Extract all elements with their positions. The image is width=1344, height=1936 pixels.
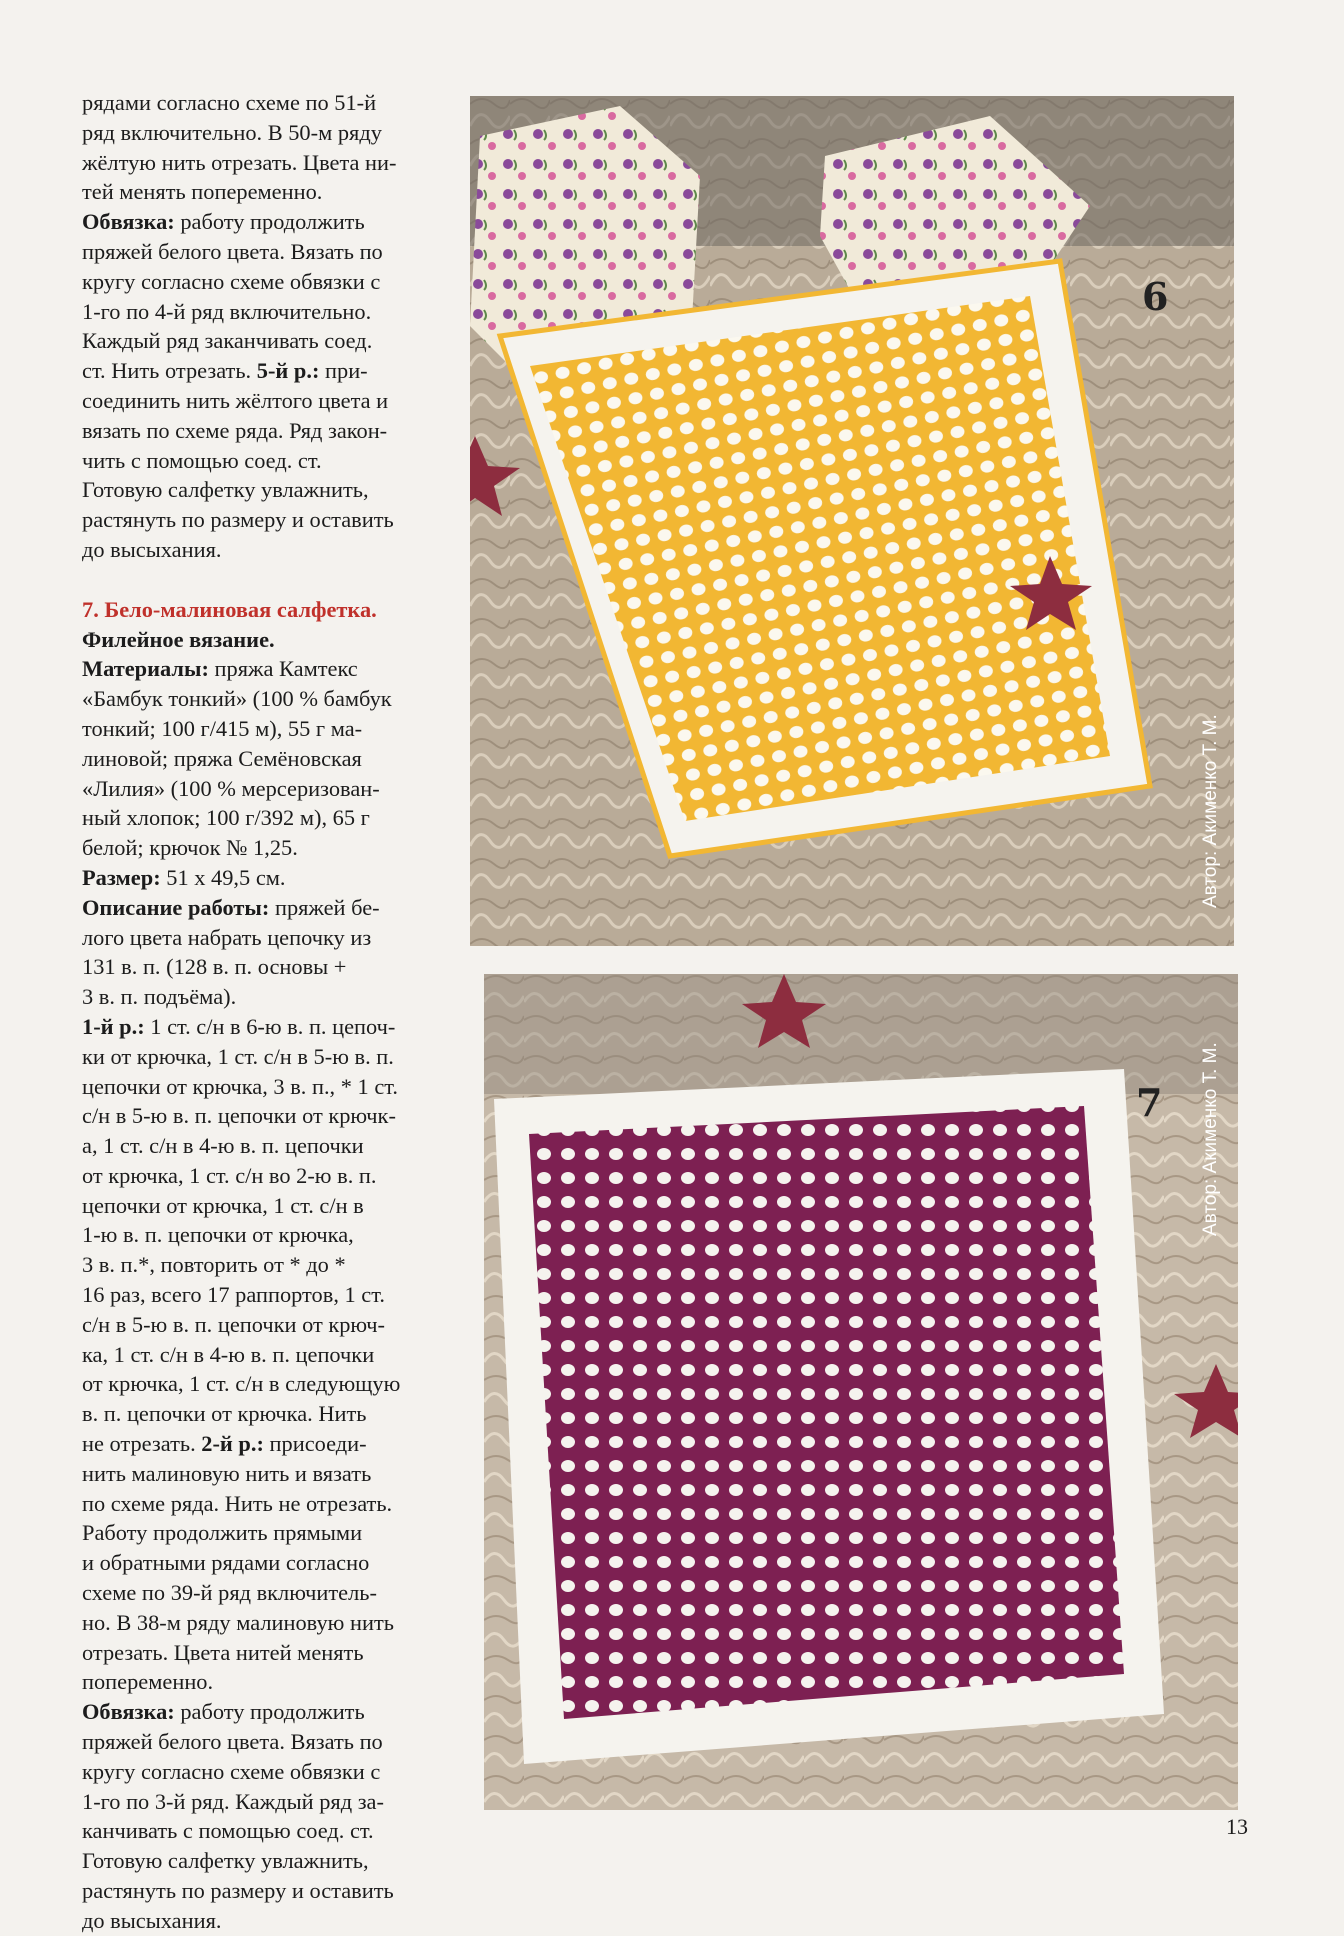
- text-line: Каждый ряд заканчивать соед.: [82, 328, 373, 354]
- text-line: [82, 207, 462, 237]
- text-span: 1 ст. с/н в 6-ю в. п. цепоч-: [144, 1013, 396, 1039]
- edging-label: Обвязка:: [82, 209, 175, 235]
- materials-label: Материалы:: [82, 656, 209, 682]
- text-line: до высыхания.: [82, 536, 222, 562]
- text-span: ст. Нить отрезать.: [82, 358, 257, 384]
- text-line: ный хлопок; 100 г/392 м), 65 г: [82, 805, 370, 831]
- paragraph-gap: [82, 565, 462, 595]
- text-line: пряжей белого цвета. Вязать по: [82, 1729, 383, 1755]
- text-line: от крючка, 1 ст. с/н во 2-ю в. п.: [82, 1162, 377, 1188]
- text-line: лого цвета набрать цепочку из: [82, 924, 372, 950]
- text-line: линовой; пряжа Семёновская: [82, 745, 362, 771]
- text-line: до высыхания.: [82, 1907, 222, 1933]
- text-line: [82, 893, 462, 923]
- text-line: Готовую салфетку увлажнить,: [82, 477, 369, 503]
- text-line: нить малиновую нить и вязать: [82, 1460, 372, 1486]
- text-line: белой; крючок № 1,25.: [82, 835, 298, 861]
- description-label: Описание работы:: [82, 894, 270, 920]
- text-column: [82, 88, 462, 1936]
- text-span: при-: [319, 358, 368, 384]
- text-line: 16 раз, всего 17 раппортов, 1 ст.: [82, 1282, 385, 1308]
- text-line: с/н в 5-ю в. п. цепочки от крючк-: [82, 1103, 396, 1129]
- text-line: цепочки от крючка, 1 ст. с/н в: [82, 1192, 364, 1218]
- text-line: от крючка, 1 ст. с/н в следующую: [82, 1371, 401, 1397]
- text-line: ка, 1 ст. с/н в 4-ю в. п. цепочки: [82, 1341, 375, 1367]
- text-line: [82, 1697, 462, 1727]
- text-line: [82, 863, 462, 893]
- text-line: схеме по 39-й ряд включитель-: [82, 1580, 377, 1606]
- text-line: [82, 1429, 462, 1459]
- text-line: ряд включительно. В 50-м ряду: [82, 119, 382, 145]
- photo-credit: Автор: Акименко Т. М.: [1200, 1042, 1221, 1236]
- text-line: кругу согласно схеме обвязки с: [82, 1758, 381, 1784]
- text-line: канчивать с помощью соед. ст.: [82, 1818, 374, 1844]
- text-line: [82, 654, 462, 684]
- text-line: ки от крючка, 1 ст. с/н в 5-ю в. п.: [82, 1043, 394, 1069]
- text-line: в. п. цепочки от крючка. Нить: [82, 1401, 367, 1427]
- text-line: отрезать. Цвета нитей менять: [82, 1639, 364, 1665]
- text-line: кругу согласно схеме обвязки с: [82, 268, 381, 294]
- text-line: 131 в. п. (128 в. п. основы +: [82, 954, 347, 980]
- size-label: Размер:: [82, 864, 161, 890]
- text-line: соединить нить жёлтого цвета и: [82, 387, 389, 413]
- text-span: работу продолжить: [174, 1699, 365, 1725]
- photo-number: 7: [1136, 1080, 1163, 1125]
- text-line: 3 в. п. подъёма).: [82, 984, 237, 1010]
- text-line: Работу продолжить прямыми: [82, 1520, 363, 1546]
- row-label: 2-й р.:: [201, 1431, 264, 1457]
- page-number: 13: [1226, 1814, 1248, 1839]
- text-line: вязать по схеме ряда. Ряд закон-: [82, 417, 388, 443]
- yellow-napkin-illustration: [470, 96, 1234, 946]
- text-line: тей менять попеременно.: [82, 179, 323, 205]
- row-label: 5-й р.:: [256, 358, 320, 384]
- text-line: [82, 1012, 462, 1042]
- photo-yellow-napkin: [470, 96, 1234, 946]
- text-span: не отрезать.: [82, 1431, 202, 1457]
- text-line: растянуть по размеру и оставить: [82, 507, 394, 533]
- text-line: жёлтую нить отрезать. Цвета ни-: [82, 149, 397, 175]
- text-line: но. В 38-м ряду малиновую нить: [82, 1609, 394, 1635]
- edging-label: Обвязка:: [82, 1699, 175, 1725]
- crimson-napkin-illustration: [484, 974, 1238, 1810]
- text-line: цепочки от крючка, 3 в. п., * 1 ст.: [82, 1073, 398, 1099]
- text-line: 1-го по 3-й ряд. Каждый ряд за-: [82, 1788, 384, 1814]
- text-span: пряжа Камтекс: [208, 656, 358, 682]
- text-line: пряжей белого цвета. Вязать по: [82, 238, 383, 264]
- text-line: «Лилия» (100 % мерсеризован-: [82, 775, 380, 801]
- text-span: пряжей бе-: [269, 894, 380, 920]
- text-line: 3 в. п.*, повторить от * до *: [82, 1252, 346, 1278]
- text-line: 1-ю в. п. цепочки от крючка,: [82, 1222, 354, 1248]
- text-span: 51 х 49,5 см.: [160, 864, 286, 890]
- section-title: 7. Бело-малиновая салфетка.: [82, 596, 377, 622]
- text-line: растянуть по размеру и оставить: [82, 1878, 394, 1904]
- photo-credit: Автор: Акименко Т. М.: [1200, 714, 1221, 908]
- text-line: попеременно.: [82, 1669, 214, 1695]
- text-line: с/н в 5-ю в. п. цепочки от крюч-: [82, 1311, 386, 1337]
- text-line: по схеме ряда. Нить не отрезать.: [82, 1490, 393, 1516]
- photo-crimson-napkin: [484, 974, 1238, 1810]
- text-line: [82, 356, 462, 386]
- text-line: рядами согласно схеме по 51-й: [82, 90, 377, 115]
- text-line: «Бамбук тонкий» (100 % бамбук: [82, 686, 392, 712]
- photo-number: 6: [1142, 274, 1169, 319]
- row-label: 1-й р.:: [82, 1013, 145, 1039]
- section-subtitle: Филейное вязание.: [82, 626, 275, 652]
- text-span: присоеди-: [263, 1431, 367, 1457]
- text-line: Готовую салфетку увлажнить,: [82, 1848, 369, 1874]
- text-line: а, 1 ст. с/н в 4-ю в. п. цепочки: [82, 1133, 364, 1159]
- text-line: чить с помощью соед. ст.: [82, 447, 322, 473]
- text-line: и обратными рядами согласно: [82, 1550, 370, 1576]
- text-line: 1-го по 4-й ряд включительно.: [82, 298, 372, 324]
- text-span: работу продолжить: [174, 209, 365, 235]
- text-line: тонкий; 100 г/415 м), 55 г ма-: [82, 715, 363, 741]
